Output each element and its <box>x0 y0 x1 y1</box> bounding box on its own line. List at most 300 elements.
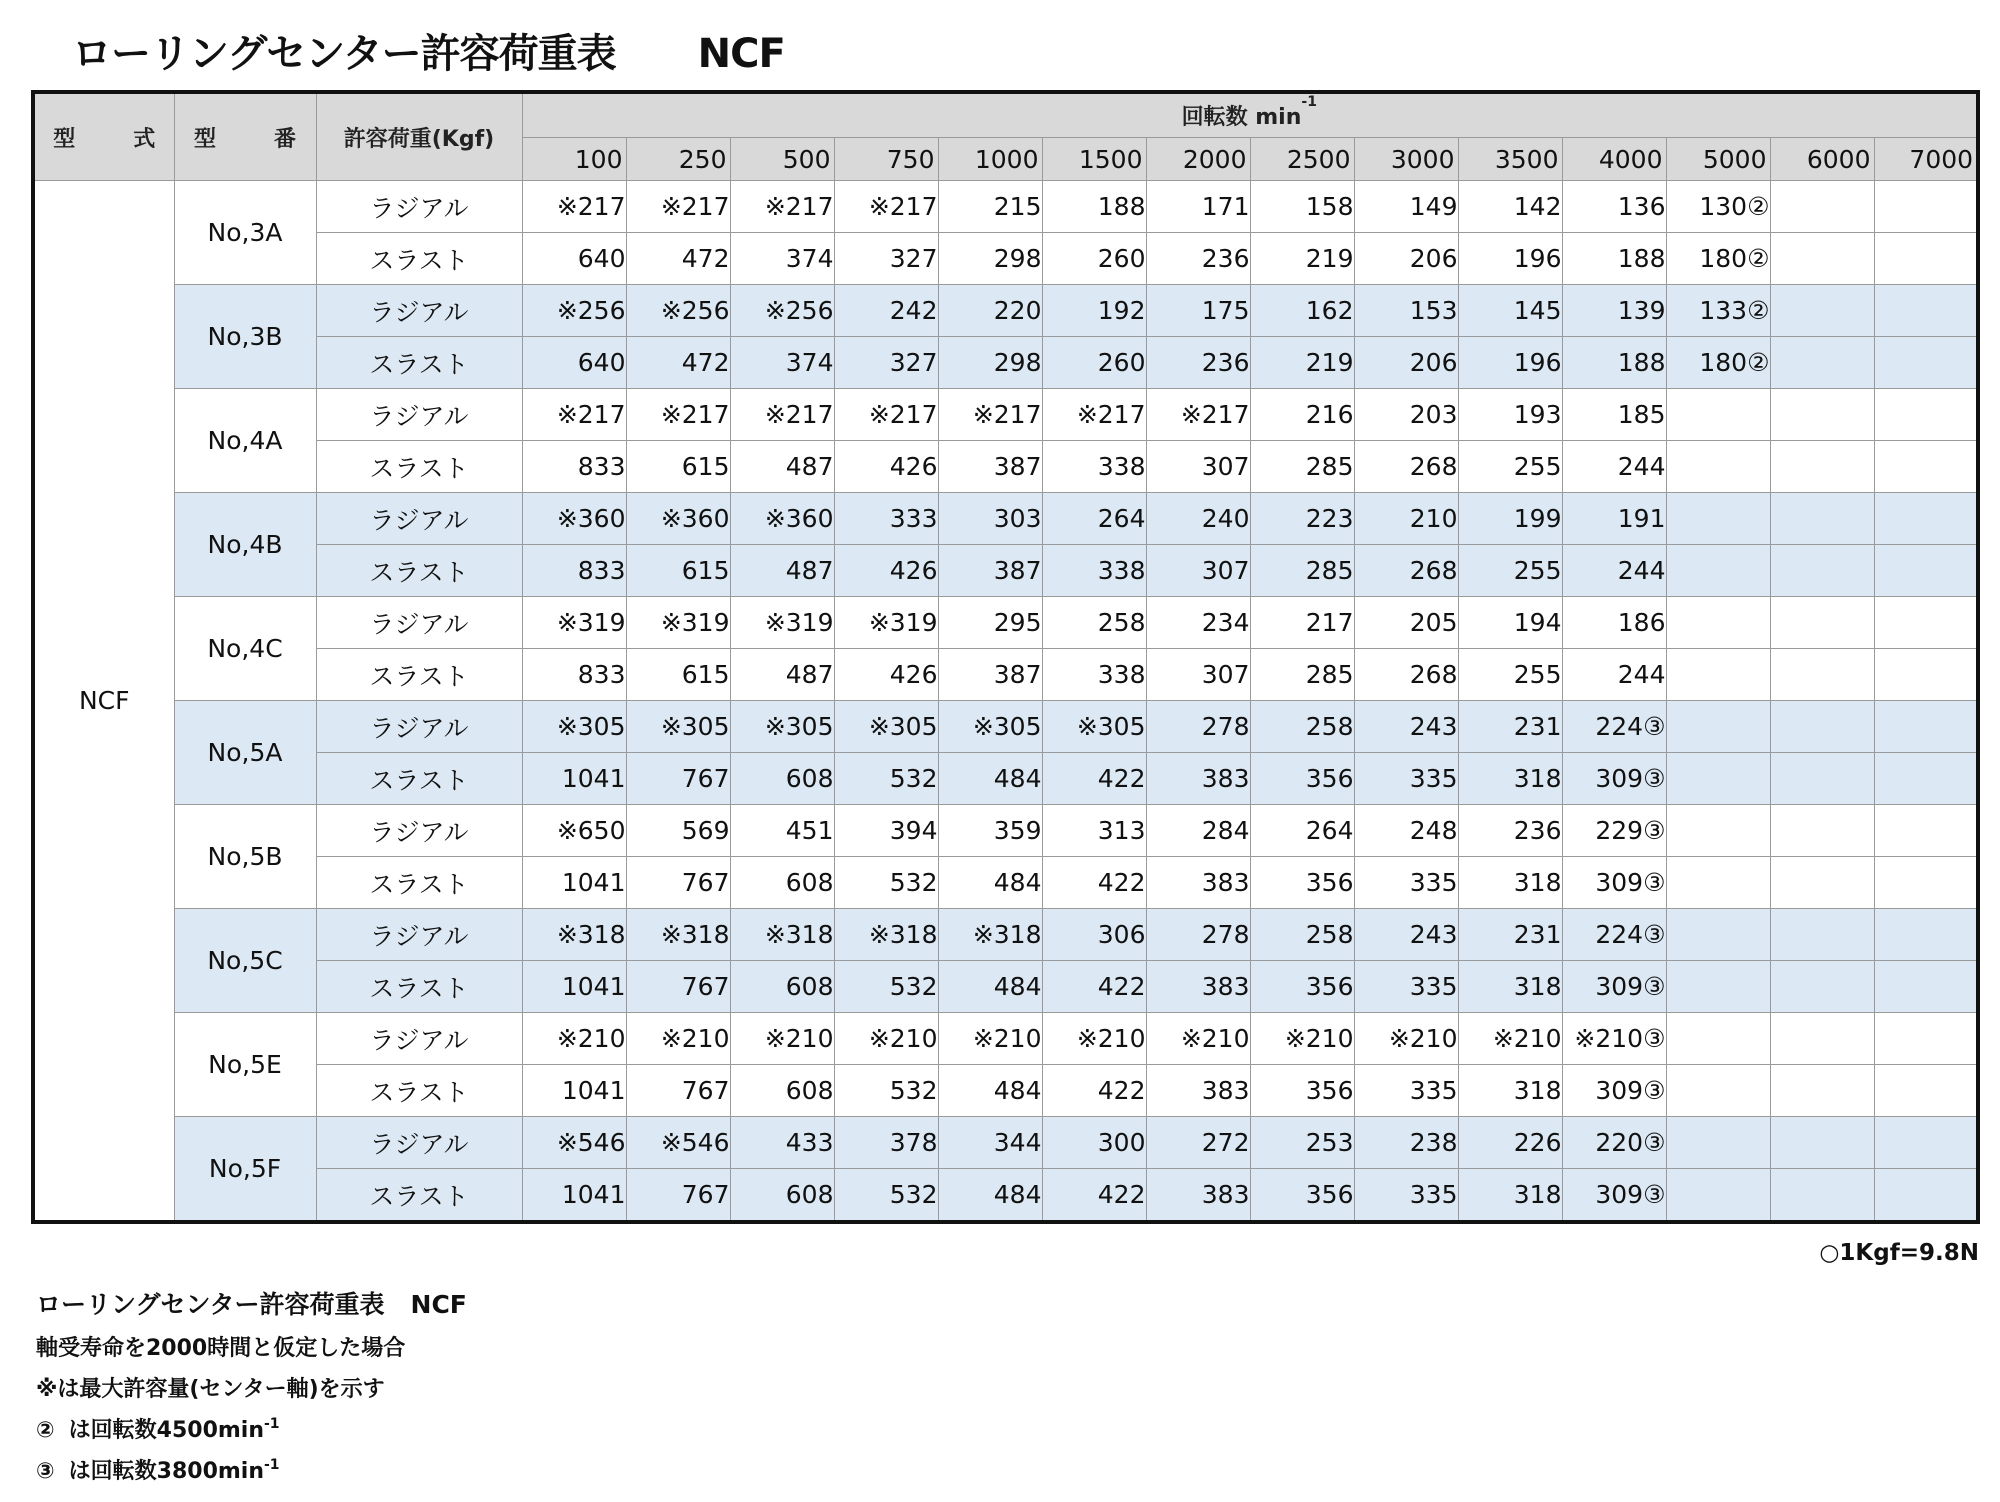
header-rpm-exponent: -1 <box>1301 94 1317 110</box>
thrust-load-cell: 356 <box>1250 961 1354 1013</box>
thrust-load-cell: 484 <box>938 753 1042 805</box>
radial-load-cell: 313 <box>1042 805 1146 857</box>
radial-load-cell: ※360 <box>730 493 834 545</box>
thrust-load-cell: 307 <box>1146 441 1250 493</box>
thrust-load-cell: 335 <box>1354 857 1458 909</box>
radial-load-cell: 306 <box>1042 909 1146 961</box>
radial-load-cell: 186 <box>1562 597 1666 649</box>
radial-label: ラジアル <box>316 701 522 753</box>
radial-load-cell: ※305 <box>938 701 1042 753</box>
thrust-load-cell: 608 <box>730 753 834 805</box>
model-cell: No,5A <box>174 701 316 805</box>
radial-load-cell <box>1874 597 1978 649</box>
radial-load-cell: ※217 <box>834 389 938 441</box>
radial-load-cell: ※217 <box>626 389 730 441</box>
speed-header-cell: 250 <box>626 138 730 181</box>
thrust-load-cell: 307 <box>1146 649 1250 701</box>
table-row <box>33 389 1978 441</box>
thrust-load-cell: 309③ <box>1562 753 1666 805</box>
thrust-load-cell <box>1874 753 1978 805</box>
thrust-load-cell: 318 <box>1458 857 1562 909</box>
thrust-load-cell: 374 <box>730 337 834 389</box>
thrust-load-cell: 260 <box>1042 337 1146 389</box>
radial-load-cell: 451 <box>730 805 834 857</box>
radial-load-cell: 303 <box>938 493 1042 545</box>
radial-load-cell: ※217 <box>1042 389 1146 441</box>
thrust-load-cell: 236 <box>1146 233 1250 285</box>
radial-load-cell: 243 <box>1354 701 1458 753</box>
thrust-load-cell: 640 <box>522 233 626 285</box>
radial-load-cell: 142 <box>1458 181 1562 233</box>
thrust-load-cell: 472 <box>626 233 730 285</box>
speed-header-cell: 6000 <box>1770 138 1874 181</box>
radial-load-cell <box>1770 493 1874 545</box>
radial-load-cell <box>1666 389 1770 441</box>
radial-load-cell: ※217 <box>730 181 834 233</box>
radial-load-cell <box>1874 181 1978 233</box>
radial-load-cell <box>1666 1117 1770 1169</box>
thrust-load-cell: 426 <box>834 441 938 493</box>
radial-load-cell: 223 <box>1250 493 1354 545</box>
radial-load-cell: ※217 <box>522 181 626 233</box>
thrust-label: スラスト <box>316 961 522 1013</box>
radial-label: ラジアル <box>316 1117 522 1169</box>
table-row <box>33 545 1978 597</box>
thrust-load-cell: 309③ <box>1562 1169 1666 1223</box>
radial-load-cell <box>1874 389 1978 441</box>
radial-load-cell: 295 <box>938 597 1042 649</box>
thrust-load-cell: 422 <box>1042 961 1146 1013</box>
radial-load-cell: 258 <box>1250 909 1354 961</box>
thrust-load-cell: 383 <box>1146 1169 1250 1223</box>
radial-load-cell: 203 <box>1354 389 1458 441</box>
page-title-main: ローリングセンター許容荷重表 <box>72 31 616 77</box>
note-line-3 <box>36 1410 467 1451</box>
thrust-load-cell <box>1770 753 1874 805</box>
radial-load-cell: 344 <box>938 1117 1042 1169</box>
thrust-load-cell <box>1666 545 1770 597</box>
thrust-load-cell: 426 <box>834 545 938 597</box>
thrust-load-cell: 387 <box>938 649 1042 701</box>
thrust-load-cell: 608 <box>730 961 834 1013</box>
thrust-load-cell: 309③ <box>1562 961 1666 1013</box>
thrust-load-cell <box>1666 649 1770 701</box>
thrust-label: スラスト <box>316 337 522 389</box>
thrust-load-cell: 356 <box>1250 1169 1354 1223</box>
speed-header-cell: 100 <box>522 138 626 181</box>
radial-load-cell: 264 <box>1042 493 1146 545</box>
table-row <box>33 233 1978 285</box>
radial-load-cell: ※319 <box>522 597 626 649</box>
table-row <box>33 337 1978 389</box>
radial-label: ラジアル <box>316 389 522 441</box>
thrust-load-cell: 268 <box>1354 441 1458 493</box>
thrust-load-cell <box>1666 1065 1770 1117</box>
radial-load-cell <box>1666 805 1770 857</box>
notes-title <box>36 1282 467 1328</box>
speed-header-cell: 5000 <box>1666 138 1770 181</box>
unit-note: ○1Kgf=9.8N <box>1819 1240 1979 1266</box>
radial-load-cell: 133② <box>1666 285 1770 337</box>
radial-load-cell: ※210 <box>834 1013 938 1065</box>
thrust-load-cell <box>1770 337 1874 389</box>
thrust-load-cell: 1041 <box>522 1169 626 1223</box>
radial-load-cell <box>1666 1013 1770 1065</box>
radial-load-cell: ※217 <box>938 389 1042 441</box>
radial-load-cell: 248 <box>1354 805 1458 857</box>
note-line-2: ※は最大許容量(センター軸)を示す <box>36 1377 385 1402</box>
thrust-load-cell: 422 <box>1042 1169 1146 1223</box>
radial-load-cell: ※217 <box>834 181 938 233</box>
thrust-load-cell: 298 <box>938 233 1042 285</box>
radial-load-cell: ※217 <box>1146 389 1250 441</box>
thrust-load-cell: 487 <box>730 649 834 701</box>
radial-load-cell <box>1770 597 1874 649</box>
page-title-code: NCF <box>697 31 785 77</box>
radial-load-cell: 139 <box>1562 285 1666 337</box>
notes-title-main: ローリングセンター許容荷重表 <box>36 1290 385 1319</box>
radial-load-cell <box>1770 1117 1874 1169</box>
radial-load-cell: 278 <box>1146 701 1250 753</box>
type-cell: NCF <box>33 181 174 1223</box>
thrust-load-cell: 285 <box>1250 441 1354 493</box>
radial-load-cell: 136 <box>1562 181 1666 233</box>
thrust-load-cell: 335 <box>1354 753 1458 805</box>
thrust-load-cell: 356 <box>1250 1065 1354 1117</box>
table-row <box>33 701 1978 753</box>
radial-load-cell: ※318 <box>834 909 938 961</box>
thrust-load-cell <box>1770 233 1874 285</box>
speed-header-cell: 3500 <box>1458 138 1562 181</box>
radial-load-cell: ※256 <box>522 285 626 337</box>
radial-load-cell: 272 <box>1146 1117 1250 1169</box>
thrust-load-cell <box>1666 961 1770 1013</box>
thrust-load-cell: 615 <box>626 649 730 701</box>
radial-load-cell: 433 <box>730 1117 834 1169</box>
thrust-load-cell: 255 <box>1458 545 1562 597</box>
table-row <box>33 961 1978 1013</box>
thrust-load-cell: 487 <box>730 545 834 597</box>
thrust-load-cell: 833 <box>522 441 626 493</box>
thrust-load-cell: 338 <box>1042 441 1146 493</box>
radial-load-cell: 210 <box>1354 493 1458 545</box>
thrust-load-cell: 180② <box>1666 233 1770 285</box>
thrust-label: スラスト <box>316 649 522 701</box>
radial-load-cell: ※305 <box>626 701 730 753</box>
table-row <box>33 753 1978 805</box>
speed-header-cell: 3000 <box>1354 138 1458 181</box>
radial-load-cell: 220③ <box>1562 1117 1666 1169</box>
thrust-load-cell: 615 <box>626 441 730 493</box>
radial-load-cell: ※256 <box>626 285 730 337</box>
model-cell: No,4A <box>174 389 316 493</box>
radial-load-cell: 216 <box>1250 389 1354 441</box>
model-cell: No,3B <box>174 285 316 389</box>
table-row <box>33 181 1978 233</box>
thrust-load-cell: 767 <box>626 1169 730 1223</box>
radial-load-cell: 199 <box>1458 493 1562 545</box>
radial-load-cell: 192 <box>1042 285 1146 337</box>
header-type: 型 式 <box>33 92 174 181</box>
radial-load-cell: ※305 <box>834 701 938 753</box>
header-allowable-load: 許容荷重(Kgf) <box>316 92 522 181</box>
radial-load-cell: 231 <box>1458 909 1562 961</box>
thrust-load-cell <box>1874 337 1978 389</box>
note-3-text: は回転数4500min <box>68 1418 264 1443</box>
thrust-load-cell: 298 <box>938 337 1042 389</box>
thrust-load-cell: 532 <box>834 1169 938 1223</box>
thrust-load-cell: 1041 <box>522 961 626 1013</box>
table-row <box>33 1065 1978 1117</box>
radial-load-cell: 149 <box>1354 181 1458 233</box>
radial-load-cell <box>1874 1117 1978 1169</box>
radial-load-cell: ※319 <box>626 597 730 649</box>
radial-load-cell: ※256 <box>730 285 834 337</box>
thrust-load-cell: 244 <box>1562 441 1666 493</box>
thrust-load-cell: 244 <box>1562 649 1666 701</box>
page-title <box>72 22 785 79</box>
thrust-load-cell: 244 <box>1562 545 1666 597</box>
thrust-load-cell <box>1666 441 1770 493</box>
thrust-load-cell: 309③ <box>1562 1065 1666 1117</box>
thrust-load-cell: 484 <box>938 857 1042 909</box>
radial-load-cell <box>1770 1013 1874 1065</box>
thrust-load-cell: 206 <box>1354 233 1458 285</box>
radial-load-cell: ※319 <box>730 597 834 649</box>
radial-load-cell: 193 <box>1458 389 1562 441</box>
radial-load-cell: ※210③ <box>1562 1013 1666 1065</box>
notes <box>36 1282 467 1492</box>
thrust-label: スラスト <box>316 753 522 805</box>
thrust-load-cell: 268 <box>1354 545 1458 597</box>
thrust-load-cell: 833 <box>522 649 626 701</box>
note-4-exponent: -1 <box>264 1457 280 1473</box>
thrust-load-cell <box>1666 753 1770 805</box>
radial-load-cell: 226 <box>1458 1117 1562 1169</box>
thrust-label: スラスト <box>316 1065 522 1117</box>
radial-load-cell: 378 <box>834 1117 938 1169</box>
speed-header-cell: 1500 <box>1042 138 1146 181</box>
radial-load-cell <box>1770 909 1874 961</box>
radial-load-cell: 153 <box>1354 285 1458 337</box>
thrust-load-cell: 327 <box>834 337 938 389</box>
radial-load-cell: ※210 <box>1042 1013 1146 1065</box>
speed-header-cell: 2000 <box>1146 138 1250 181</box>
radial-load-cell: 217 <box>1250 597 1354 649</box>
thrust-load-cell: 387 <box>938 441 1042 493</box>
thrust-load-cell <box>1874 441 1978 493</box>
radial-load-cell: ※650 <box>522 805 626 857</box>
radial-load-cell: 253 <box>1250 1117 1354 1169</box>
radial-load-cell: 284 <box>1146 805 1250 857</box>
radial-load-cell: 175 <box>1146 285 1250 337</box>
thrust-load-cell <box>1770 441 1874 493</box>
radial-load-cell <box>1666 909 1770 961</box>
thrust-load-cell: 260 <box>1042 233 1146 285</box>
radial-label: ラジアル <box>316 909 522 961</box>
thrust-load-cell: 356 <box>1250 753 1354 805</box>
radial-load-cell: ※210 <box>1354 1013 1458 1065</box>
thrust-load-cell: 268 <box>1354 649 1458 701</box>
radial-load-cell: 158 <box>1250 181 1354 233</box>
thrust-load-cell: 188 <box>1562 233 1666 285</box>
thrust-load-cell: 318 <box>1458 961 1562 1013</box>
thrust-load-cell: 615 <box>626 545 730 597</box>
radial-load-cell: 359 <box>938 805 1042 857</box>
thrust-load-cell <box>1770 649 1874 701</box>
radial-load-cell: ※318 <box>938 909 1042 961</box>
thrust-load-cell: 767 <box>626 753 730 805</box>
thrust-load-cell: 1041 <box>522 753 626 805</box>
thrust-load-cell: 767 <box>626 961 730 1013</box>
thrust-load-cell: 285 <box>1250 545 1354 597</box>
radial-load-cell: 215 <box>938 181 1042 233</box>
radial-load-cell: 236 <box>1458 805 1562 857</box>
thrust-load-cell: 833 <box>522 545 626 597</box>
radial-load-cell: ※210 <box>730 1013 834 1065</box>
model-cell: No,5E <box>174 1013 316 1117</box>
thrust-load-cell: 236 <box>1146 337 1250 389</box>
radial-load-cell: 231 <box>1458 701 1562 753</box>
thrust-load-cell: 206 <box>1354 337 1458 389</box>
radial-load-cell: 224③ <box>1562 909 1666 961</box>
thrust-load-cell <box>1770 1169 1874 1223</box>
radial-label: ラジアル <box>316 597 522 649</box>
radial-load-cell: ※546 <box>626 1117 730 1169</box>
notes-title-code: NCF <box>410 1290 467 1319</box>
thrust-load-cell: 255 <box>1458 441 1562 493</box>
radial-load-cell <box>1874 1013 1978 1065</box>
thrust-load-cell: 422 <box>1042 753 1146 805</box>
thrust-load-cell <box>1874 649 1978 701</box>
header-rpm-label: 回転数 min <box>1181 105 1302 130</box>
radial-load-cell: 130② <box>1666 181 1770 233</box>
thrust-load-cell: 338 <box>1042 545 1146 597</box>
radial-load-cell: ※217 <box>522 389 626 441</box>
radial-load-cell: ※210 <box>1458 1013 1562 1065</box>
thrust-load-cell: 383 <box>1146 753 1250 805</box>
thrust-load-cell: 387 <box>938 545 1042 597</box>
radial-load-cell: 162 <box>1250 285 1354 337</box>
thrust-load-cell <box>1770 1065 1874 1117</box>
table-row <box>33 649 1978 701</box>
table-row <box>33 441 1978 493</box>
radial-load-cell: ※319 <box>834 597 938 649</box>
thrust-load-cell: 532 <box>834 753 938 805</box>
radial-label: ラジアル <box>316 805 522 857</box>
header-model: 型 番 <box>174 92 316 181</box>
speed-header-cell: 750 <box>834 138 938 181</box>
table-row <box>33 1013 1978 1065</box>
radial-load-cell: 300 <box>1042 1117 1146 1169</box>
thrust-load-cell <box>1874 961 1978 1013</box>
radial-load-cell <box>1770 701 1874 753</box>
radial-load-cell <box>1770 285 1874 337</box>
radial-load-cell: ※318 <box>626 909 730 961</box>
thrust-load-cell: 532 <box>834 961 938 1013</box>
radial-load-cell: ※217 <box>626 181 730 233</box>
thrust-load-cell: 255 <box>1458 649 1562 701</box>
thrust-load-cell: 532 <box>834 857 938 909</box>
radial-label: ラジアル <box>316 1013 522 1065</box>
radial-load-cell: 191 <box>1562 493 1666 545</box>
thrust-load-cell <box>1874 857 1978 909</box>
thrust-load-cell: 196 <box>1458 337 1562 389</box>
radial-load-cell: 171 <box>1146 181 1250 233</box>
thrust-label: スラスト <box>316 233 522 285</box>
radial-label: ラジアル <box>316 493 522 545</box>
radial-load-cell: ※210 <box>1250 1013 1354 1065</box>
radial-load-cell <box>1874 701 1978 753</box>
thrust-load-cell: 318 <box>1458 1169 1562 1223</box>
radial-load-cell: 194 <box>1458 597 1562 649</box>
radial-load-cell: 185 <box>1562 389 1666 441</box>
thrust-load-cell: 180② <box>1666 337 1770 389</box>
speed-header-cell: 1000 <box>938 138 1042 181</box>
radial-load-cell: 333 <box>834 493 938 545</box>
thrust-load-cell: 487 <box>730 441 834 493</box>
thrust-load-cell: 338 <box>1042 649 1146 701</box>
radial-load-cell: ※210 <box>626 1013 730 1065</box>
thrust-load-cell: 422 <box>1042 1065 1146 1117</box>
radial-load-cell: 234 <box>1146 597 1250 649</box>
table-row <box>33 493 1978 545</box>
radial-load-cell: 229③ <box>1562 805 1666 857</box>
note-4-mark: ③ <box>36 1459 55 1484</box>
radial-load-cell: ※318 <box>730 909 834 961</box>
thrust-load-cell: 327 <box>834 233 938 285</box>
thrust-load-cell: 640 <box>522 337 626 389</box>
allowable-load-table <box>31 90 1980 1224</box>
thrust-load-cell: 335 <box>1354 961 1458 1013</box>
thrust-load-cell: 767 <box>626 857 730 909</box>
header-rpm <box>522 92 1978 138</box>
table-row <box>33 285 1978 337</box>
thrust-load-cell: 196 <box>1458 233 1562 285</box>
model-cell: No,4B <box>174 493 316 597</box>
thrust-label: スラスト <box>316 441 522 493</box>
thrust-load-cell <box>1770 857 1874 909</box>
radial-load-cell <box>1666 493 1770 545</box>
speed-header-cell: 4000 <box>1562 138 1666 181</box>
thrust-load-cell: 335 <box>1354 1169 1458 1223</box>
table-row <box>33 909 1978 961</box>
note-line-1: 軸受寿命を2000時間と仮定した場合 <box>36 1336 406 1361</box>
radial-load-cell <box>1874 493 1978 545</box>
radial-load-cell: ※360 <box>522 493 626 545</box>
thrust-label: スラスト <box>316 1169 522 1223</box>
thrust-load-cell: 383 <box>1146 1065 1250 1117</box>
table-body <box>33 181 1978 1223</box>
radial-load-cell: ※318 <box>522 909 626 961</box>
table-row <box>33 1117 1978 1169</box>
thrust-load-cell: 767 <box>626 1065 730 1117</box>
radial-load-cell <box>1666 597 1770 649</box>
speed-header-cell: 2500 <box>1250 138 1354 181</box>
model-cell: No,5B <box>174 805 316 909</box>
radial-load-cell: 188 <box>1042 181 1146 233</box>
thrust-label: スラスト <box>316 857 522 909</box>
thrust-load-cell: 219 <box>1250 337 1354 389</box>
thrust-load-cell <box>1874 233 1978 285</box>
radial-load-cell: 242 <box>834 285 938 337</box>
thrust-load-cell: 188 <box>1562 337 1666 389</box>
radial-load-cell: 264 <box>1250 805 1354 857</box>
radial-load-cell: 145 <box>1458 285 1562 337</box>
radial-load-cell <box>1874 285 1978 337</box>
thrust-load-cell: 285 <box>1250 649 1354 701</box>
thrust-load-cell: 426 <box>834 649 938 701</box>
